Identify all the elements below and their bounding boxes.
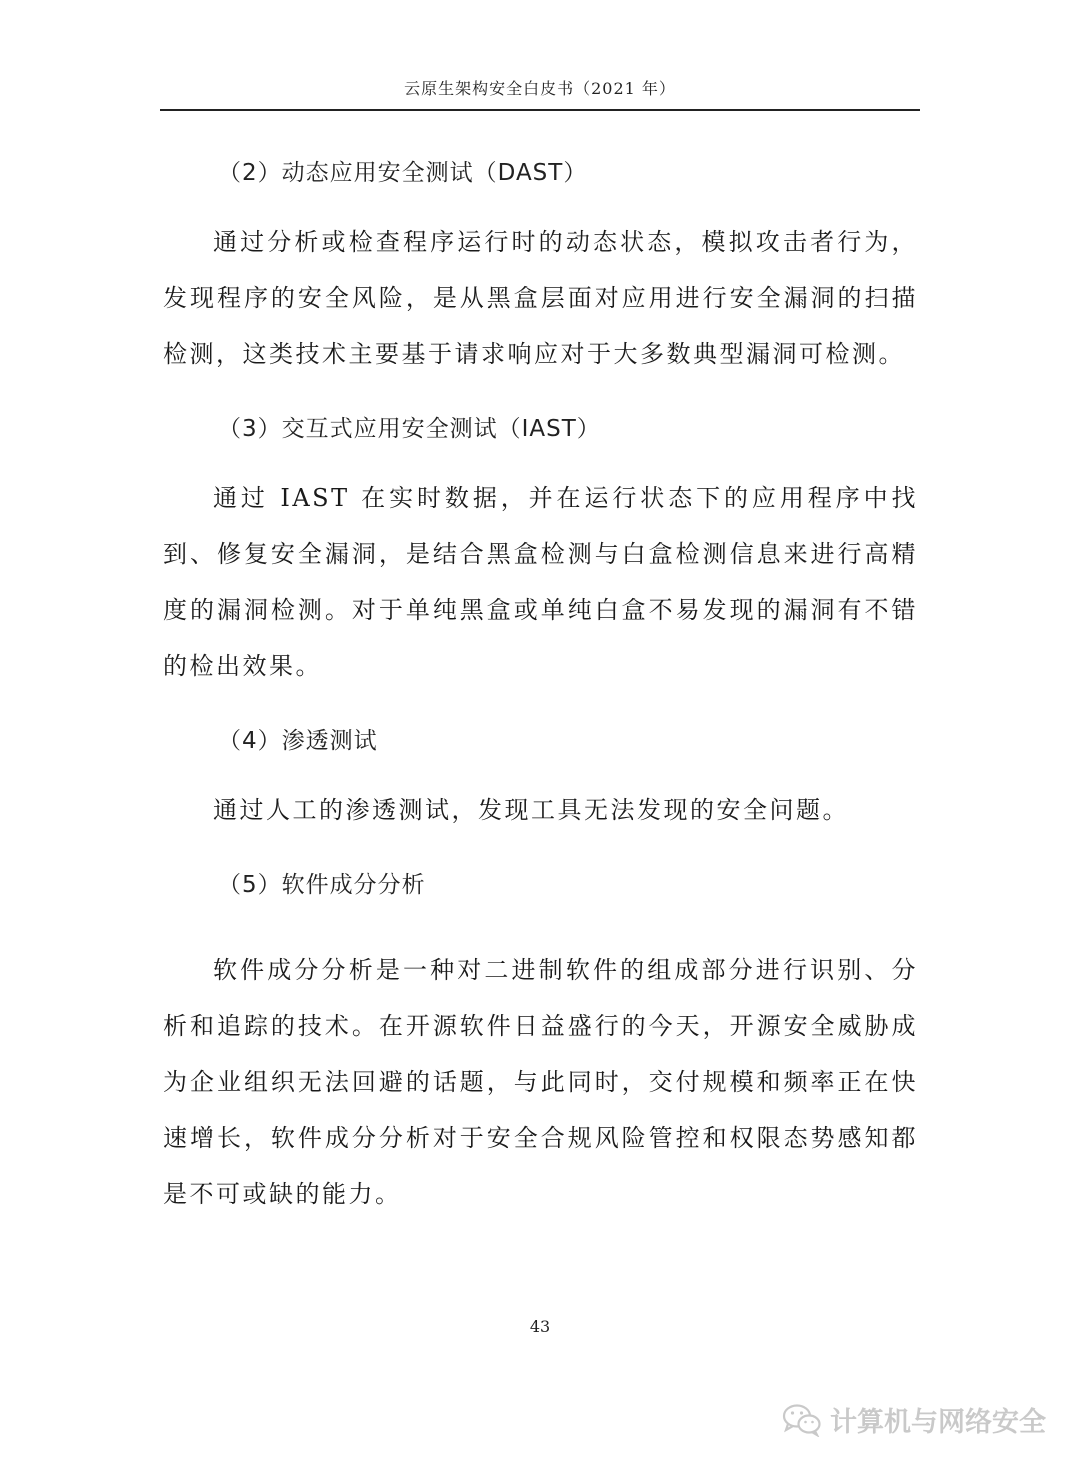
spacer	[163, 768, 918, 782]
spacer	[163, 694, 918, 714]
header-divider	[160, 109, 920, 111]
watermark	[782, 1400, 1046, 1439]
section-paragraph-dast: 通过分析或检查程序运行时的动态状态，模拟攻击者行为，发现程序的安全风险，是从黑盒层面对应用进行安全漏洞的扫描检测，这类技术主要基于请求响应对于大多数典型漏洞可检测。	[163, 228, 918, 368]
document-body	[163, 146, 918, 1222]
spacer	[163, 912, 918, 942]
spacer	[163, 382, 918, 402]
section-paragraph-pentest: 通过人工的渗透测试，发现工具无法发现的安全问题。	[213, 796, 849, 824]
page-header: 云原生架构安全白皮书（2021 年）	[404, 79, 676, 98]
section-paragraph-iast: 通过 IAST 在实时数据，并在运行状态下的应用程序中找到、修复安全漏洞，是结合黑盒检测与白盒检测信息来进行高精度的漏洞检测。对于单纯黑盒或单纯白盒不易发现的漏洞有不错的检出效果。	[163, 484, 918, 680]
spacer	[163, 456, 918, 470]
section-heading-sca: （5）软件成分分析	[218, 872, 426, 898]
section-heading-iast: （3）交互式应用安全测试（IAST）	[218, 416, 601, 442]
section-paragraph-sca: 软件成分分析是一种对二进制软件的组成部分进行识别、分析和追踪的技术。在开源软件日益盛行的今天，开源安全威胁成为企业组织无法回避的话题，与此同时，交付规模和频率正在快速增长，软件成分分析对于安全合规风险管控和权限态势感知都是不可或缺的能力。	[163, 956, 918, 1208]
section-heading-dast: （2）动态应用安全测试（DAST）	[218, 160, 588, 186]
spacer	[163, 200, 918, 214]
spacer	[163, 838, 918, 858]
section-heading-pentest: （4）渗透测试	[218, 728, 378, 754]
page-number: 43	[529, 1317, 551, 1336]
wechat-icon	[782, 1403, 822, 1437]
watermark-text: 计算机与网络安全	[830, 1407, 1046, 1438]
